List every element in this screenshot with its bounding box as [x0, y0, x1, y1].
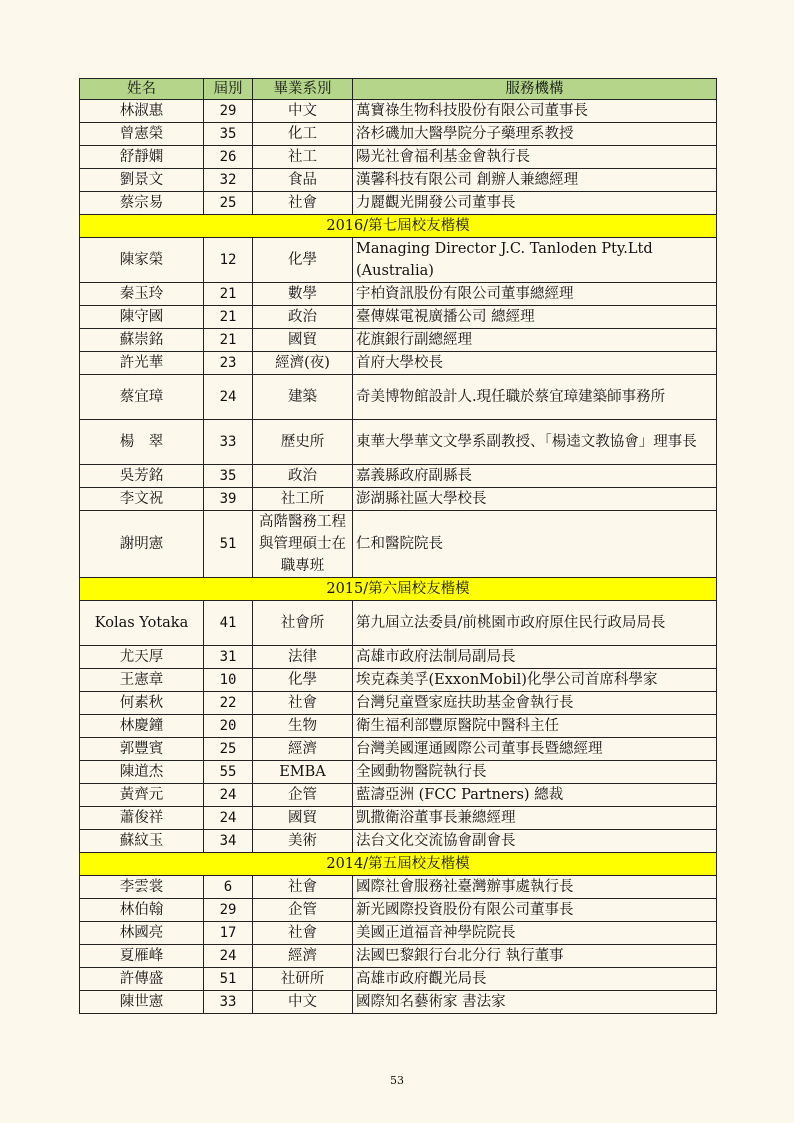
table-row — [80, 692, 717, 715]
cell-name: 蘇紋玉 — [80, 830, 204, 853]
table-row — [80, 238, 717, 283]
cell-dept: 社會 — [253, 922, 353, 945]
cell-name: 李文祝 — [80, 488, 204, 511]
cell-class: 41 — [204, 601, 253, 646]
cell-class: 24 — [204, 375, 253, 420]
cell-class: 55 — [204, 761, 253, 784]
cell-name: 蕭俊祥 — [80, 807, 204, 830]
cell-name: 李雲裳 — [80, 876, 204, 899]
cell-name: 謝明憲 — [80, 511, 204, 578]
section-title: 2014/第五屆校友楷模 — [80, 853, 717, 876]
table-row — [80, 669, 717, 692]
table-row — [80, 761, 717, 784]
header-org: 服務機構 — [353, 79, 717, 100]
cell-name: 楊 翠 — [80, 420, 204, 465]
table-row — [80, 283, 717, 306]
cell-name: Kolas Yotaka — [80, 601, 204, 646]
cell-org: 仁和醫院院長 — [353, 511, 717, 578]
cell-dept: 社會所 — [253, 601, 353, 646]
section-title: 2015/第六屆校友楷模 — [80, 578, 717, 601]
cell-name: 許光華 — [80, 352, 204, 375]
header-class: 屆別 — [204, 79, 253, 100]
table-row — [80, 715, 717, 738]
cell-dept: 經濟 — [253, 945, 353, 968]
cell-dept: 企管 — [253, 899, 353, 922]
cell-name: 夏雁峰 — [80, 945, 204, 968]
cell-dept: 歷史所 — [253, 420, 353, 465]
table-row — [80, 738, 717, 761]
cell-class: 35 — [204, 123, 253, 146]
cell-name: 秦玉玲 — [80, 283, 204, 306]
cell-org: 宇柏資訊股份有限公司董事總經理 — [353, 283, 717, 306]
table-row — [80, 192, 717, 215]
cell-org: 全國動物醫院執行長 — [353, 761, 717, 784]
cell-org: 國際知名藝術家 書法家 — [353, 991, 717, 1014]
cell-class: 25 — [204, 738, 253, 761]
cell-class: 25 — [204, 192, 253, 215]
cell-dept: 中文 — [253, 991, 353, 1014]
cell-name: 舒靜嫻 — [80, 146, 204, 169]
cell-org: 臺傳媒電視廣播公司 總經理 — [353, 306, 717, 329]
cell-name: 陳守國 — [80, 306, 204, 329]
section-title: 2016/第七屆校友楷模 — [80, 215, 717, 238]
cell-class: 17 — [204, 922, 253, 945]
table-row — [80, 420, 717, 465]
cell-name: 劉景文 — [80, 169, 204, 192]
cell-class: 23 — [204, 352, 253, 375]
cell-class: 29 — [204, 100, 253, 123]
cell-org: 凱撒衛浴董事長兼總經理 — [353, 807, 717, 830]
cell-org: 埃克森美孚(ExxonMobil)化學公司首席科學家 — [353, 669, 717, 692]
cell-class: 10 — [204, 669, 253, 692]
cell-class: 33 — [204, 420, 253, 465]
section-header-row — [80, 578, 717, 601]
cell-class: 21 — [204, 329, 253, 352]
cell-class: 21 — [204, 283, 253, 306]
cell-dept: 社工 — [253, 146, 353, 169]
cell-dept: 國貿 — [253, 329, 353, 352]
cell-class: 34 — [204, 830, 253, 853]
cell-name: 林慶鐘 — [80, 715, 204, 738]
cell-dept: 化學 — [253, 238, 353, 283]
cell-class: 24 — [204, 784, 253, 807]
section-header-row — [80, 215, 717, 238]
table-row — [80, 100, 717, 123]
cell-org: 澎湖縣社區大學校長 — [353, 488, 717, 511]
cell-dept: 社會 — [253, 192, 353, 215]
table-row — [80, 329, 717, 352]
cell-org: 國際社會服務社臺灣辦事處執行長 — [353, 876, 717, 899]
table-row — [80, 511, 717, 578]
alumni-table — [79, 78, 717, 1014]
cell-dept: 政治 — [253, 465, 353, 488]
cell-dept: 化工 — [253, 123, 353, 146]
cell-name: 林淑惠 — [80, 100, 204, 123]
cell-class: 20 — [204, 715, 253, 738]
cell-org: 法台文化交流協會副會長 — [353, 830, 717, 853]
cell-dept: 建築 — [253, 375, 353, 420]
cell-org: 台灣兒童暨家庭扶助基金會執行長 — [353, 692, 717, 715]
cell-name: 郭豐賓 — [80, 738, 204, 761]
cell-class: 51 — [204, 511, 253, 578]
cell-name: 蘇崇銘 — [80, 329, 204, 352]
cell-name: 蔡宜璋 — [80, 375, 204, 420]
page-number: 53 — [390, 1074, 404, 1087]
cell-dept: 生物 — [253, 715, 353, 738]
section-header-row — [80, 853, 717, 876]
cell-org: 力麗觀光開發公司董事長 — [353, 192, 717, 215]
cell-name: 曾憲榮 — [80, 123, 204, 146]
cell-class: 32 — [204, 169, 253, 192]
cell-org: 首府大學校長 — [353, 352, 717, 375]
cell-org: 高雄市政府法制局副局長 — [353, 646, 717, 669]
cell-name: 林伯翰 — [80, 899, 204, 922]
table-row — [80, 169, 717, 192]
cell-dept: 食品 — [253, 169, 353, 192]
cell-dept: 美術 — [253, 830, 353, 853]
cell-org: 洛杉磯加大醫學院分子藥理系教授 — [353, 123, 717, 146]
cell-class: 24 — [204, 807, 253, 830]
table-body — [80, 100, 717, 1014]
cell-org: 法國巴黎銀行台北分行 執行董事 — [353, 945, 717, 968]
cell-dept: 數學 — [253, 283, 353, 306]
cell-dept: 社工所 — [253, 488, 353, 511]
cell-name: 蔡宗易 — [80, 192, 204, 215]
table-row — [80, 899, 717, 922]
cell-org: 漢馨科技有限公司 創辦人兼總經理 — [353, 169, 717, 192]
cell-name: 林國亮 — [80, 922, 204, 945]
cell-name: 陳道杰 — [80, 761, 204, 784]
table-row — [80, 922, 717, 945]
table-header-row — [80, 79, 717, 100]
header-dept: 畢業系別 — [253, 79, 353, 100]
cell-class: 39 — [204, 488, 253, 511]
table-row — [80, 646, 717, 669]
cell-dept: 化學 — [253, 669, 353, 692]
cell-dept: 社會 — [253, 692, 353, 715]
cell-class: 21 — [204, 306, 253, 329]
cell-name: 吳芳銘 — [80, 465, 204, 488]
cell-class: 51 — [204, 968, 253, 991]
table-row — [80, 968, 717, 991]
cell-name: 尤天厚 — [80, 646, 204, 669]
cell-org: 嘉義縣政府副縣長 — [353, 465, 717, 488]
table-row — [80, 488, 717, 511]
cell-org: 東華大學華文文學系副教授、「楊逵文教協會」理事長 — [353, 420, 717, 465]
table-row — [80, 375, 717, 420]
cell-class: 22 — [204, 692, 253, 715]
cell-class: 24 — [204, 945, 253, 968]
cell-dept: 中文 — [253, 100, 353, 123]
table-row — [80, 601, 717, 646]
table-row — [80, 784, 717, 807]
cell-dept: 社會 — [253, 876, 353, 899]
cell-class: 33 — [204, 991, 253, 1014]
table-row — [80, 465, 717, 488]
cell-org: 台灣美國運通國際公司董事長暨總經理 — [353, 738, 717, 761]
cell-class: 35 — [204, 465, 253, 488]
cell-org: 陽光社會福利基金會執行長 — [353, 146, 717, 169]
cell-dept: 社研所 — [253, 968, 353, 991]
cell-org: 奇美博物館設計人.現任職於蔡宜璋建築師事務所 — [353, 375, 717, 420]
cell-class: 26 — [204, 146, 253, 169]
table-row — [80, 306, 717, 329]
header-name: 姓名 — [80, 79, 204, 100]
table-row — [80, 945, 717, 968]
table-row — [80, 146, 717, 169]
table-row — [80, 352, 717, 375]
cell-class: 29 — [204, 899, 253, 922]
cell-name: 黃齊元 — [80, 784, 204, 807]
cell-org: 美國正道福音神學院院長 — [353, 922, 717, 945]
cell-dept: 政治 — [253, 306, 353, 329]
cell-org: 第九屆立法委員/前桃園市政府原住民行政局局長 — [353, 601, 717, 646]
cell-org: 藍濤亞洲 (FCC Partners) 總裁 — [353, 784, 717, 807]
cell-dept: 經濟 — [253, 738, 353, 761]
table-row — [80, 991, 717, 1014]
cell-class: 6 — [204, 876, 253, 899]
cell-org: Managing Director J.C. Tanloden Pty.Ltd (Australia) — [353, 238, 717, 283]
cell-org: 花旗銀行副總經理 — [353, 329, 717, 352]
table-row — [80, 123, 717, 146]
cell-dept: 法律 — [253, 646, 353, 669]
cell-name: 王憲章 — [80, 669, 204, 692]
cell-org: 萬寶祿生物科技股份有限公司董事長 — [353, 100, 717, 123]
cell-dept: 經濟(夜) — [253, 352, 353, 375]
cell-dept: EMBA — [253, 761, 353, 784]
cell-name: 何素秋 — [80, 692, 204, 715]
table-row — [80, 830, 717, 853]
cell-org: 高雄市政府觀光局長 — [353, 968, 717, 991]
cell-dept: 高階醫務工程與管理碩士在職專班 — [253, 511, 353, 578]
cell-name: 陳家榮 — [80, 238, 204, 283]
cell-org: 衛生福利部豐原醫院中醫科主任 — [353, 715, 717, 738]
cell-class: 12 — [204, 238, 253, 283]
cell-name: 陳世憲 — [80, 991, 204, 1014]
cell-class: 31 — [204, 646, 253, 669]
cell-name: 許傳盛 — [80, 968, 204, 991]
cell-dept: 企管 — [253, 784, 353, 807]
cell-org: 新光國際投資股份有限公司董事長 — [353, 899, 717, 922]
table-row — [80, 807, 717, 830]
table-row — [80, 876, 717, 899]
cell-dept: 國貿 — [253, 807, 353, 830]
